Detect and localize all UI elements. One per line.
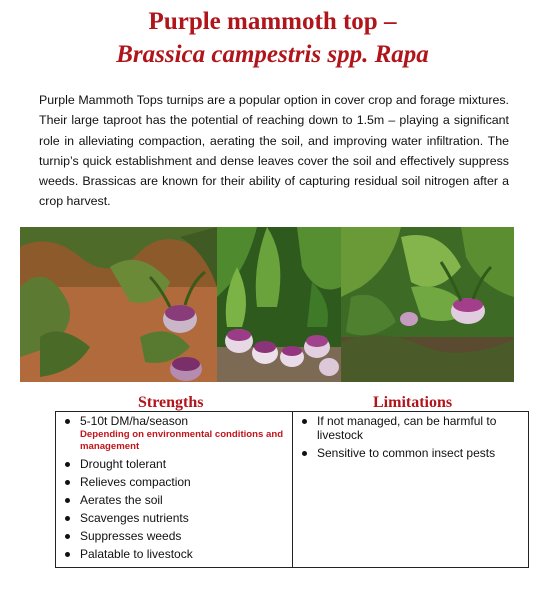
limitations-column (299, 414, 524, 464)
turnip-photo-field (341, 227, 514, 382)
page-title-scientific-name: Brassica campestris spp. Rapa (116, 41, 429, 68)
strength-item: Suppresses weeds (62, 529, 287, 543)
strength-item: Aerates the soil (62, 493, 287, 507)
page-title-line1: Purple mammoth top – (148, 8, 397, 35)
strength-item-text: 5-10t DM/ha/season (80, 414, 189, 428)
strength-item: Drought tolerant (62, 457, 287, 471)
table-column-divider (292, 412, 293, 567)
turnip-photo-red-soil (20, 227, 217, 382)
strengths-column (62, 414, 287, 565)
strength-item: Scavenges nutrients (62, 511, 287, 525)
intro-paragraph: Purple Mammoth Tops turnips are a popular option in cover crop and forage mixtures. Their large taproot has the potential of reaching down to 1.5m – playing a significant role in alleviating compaction, aerating the soil, and improving water infiltration. The turnip’s quick establishment and dense leaves cover the soil and effectively suppress weeds. Brassicas are known for their ability of capturing residual soil nitrogen after a crop harvest. (39, 93, 509, 209)
strength-item: Relieves compaction (62, 475, 287, 489)
limitation-item: Sensitive to common insect pests (299, 446, 524, 460)
turnip-photo-harvested (217, 227, 341, 382)
strength-item-note: Depending on environmental conditions and management (80, 429, 284, 452)
limitation-item: If not managed, can be harmful to livestock (299, 414, 524, 442)
strength-item: Palatable to livestock (62, 547, 287, 561)
limitations-heading: Limitations (373, 394, 453, 411)
turnip-photo-strip (20, 227, 514, 382)
strengths-heading: Strengths (138, 394, 204, 411)
strengths-limitations-table (55, 411, 529, 568)
strength-item (62, 414, 287, 453)
